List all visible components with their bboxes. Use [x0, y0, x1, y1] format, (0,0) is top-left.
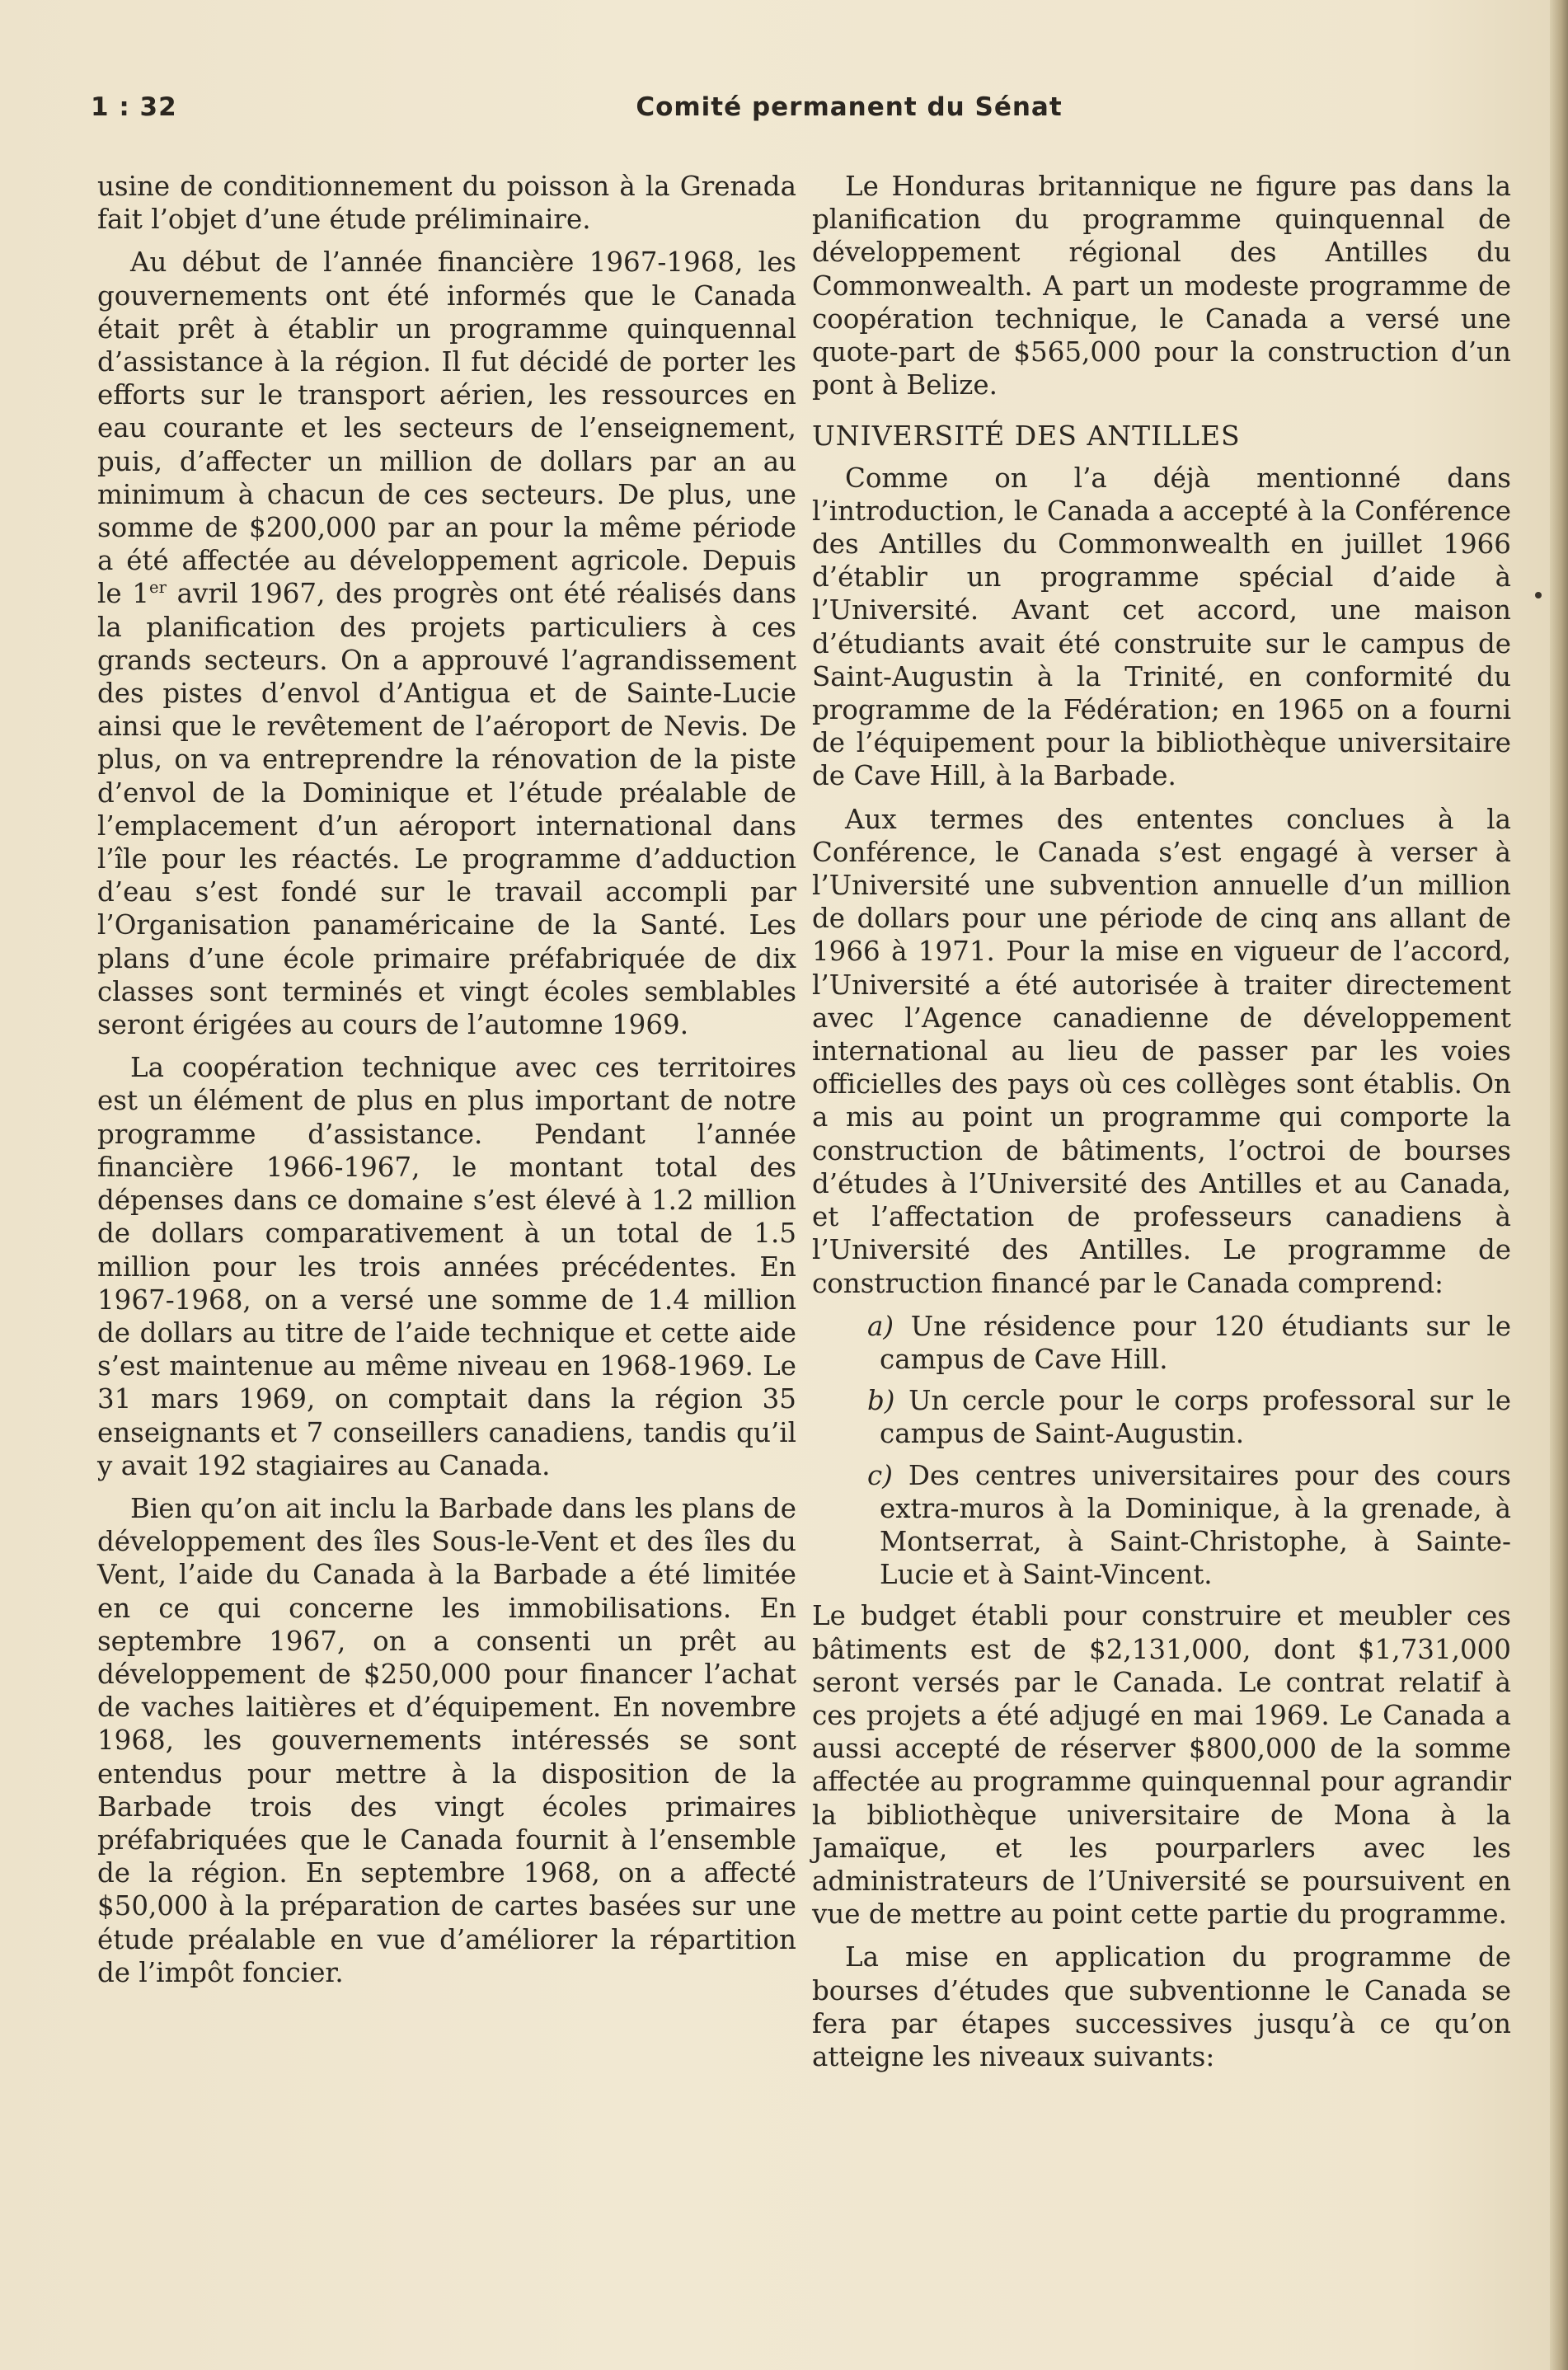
- list-item: [812, 1310, 1511, 1376]
- right-column: [812, 170, 1511, 2083]
- page-header: [91, 92, 1492, 134]
- paragraph: Bien qu’on ait inclu la Barbade dans les plans de développement des îles Sous-le-Vent et des îles du Vent, l’aide du Canada à la Barbade a été limitée en ce qui concerne les immobilisations. En septembre 1967, on a consenti un prêt au développement de $250,000 pour financer l’achat de vaches laitières et d’équipement. En novembre 1968, les gouvernements intéressés se sont entendus pour mettre à la disposition de la Barbade trois des vingt écoles primaires préfabriquées que le Canada fournit à l’ensemble de la région. En septembre 1968, on a affecté $50,000 à la préparation de cartes basées sur une étude préalable en vue d’améliorer la répartition de l’impôt foncier.: [97, 1492, 796, 1988]
- paragraph: La mise en application du programme de bourses d’études que subventionne le Canada se fera par étapes successives jusqu’à ce qu’on atteigne les niveaux suivants:: [812, 1941, 1511, 2072]
- list-letter: b): [867, 1385, 895, 1417]
- paragraph: [97, 246, 796, 1041]
- superscript: er: [149, 578, 167, 598]
- list-item: [812, 1459, 1511, 1592]
- paragraph: Comme on l’a déjà mentionné dans l’introduction, le Canada a accepté à la Conférence des Antilles du Commonwealth en juillet 1966 d’établir un programme spécial d’aide à l’Université. Avant cet accord, une maison d’étudiants avait été construite sur le campus de Saint-Augustin à la Trinité, en conformité du programme de la Fédération; en 1965 on a fourni de l’équipement pour la bibliothèque universitaire de Cave Hill, à la Barbade.: [812, 462, 1511, 792]
- paragraph: Le Honduras britannique ne figure pas dans la planification du programme quinquennal de développement régional des Antilles du Commonwealth. A part un modeste programme de coopération technique, le Canada a versé une quote-part de $565,000 pour la construction d’un pont à Belize.: [812, 171, 1511, 401]
- paragraph-text: avril 1967, des progrès ont été réalisés dans la planification des projets particuliers à ces grands secteurs. On a approuvé l’agrandissement des pistes d’envol d’Antigua et de Sainte-Lucie ainsi que le revêtement de l’aéroport de Nevis. De plus, on va entreprendre la rénovation de la piste d’envol de la Dominique et l’étude préalable de l’emplacement d’un aéroport international dans l’île pour les réactés. Le programme d’adduction d’eau s’est fondé sur le travail accompli par l’Organisation panaméricaine de la Santé. Les plans d’une école primaire préfabriquée de dix classes sont terminés et vingt écoles semblables seront érigées au cours de l’automne 1969.: [97, 578, 797, 1041]
- list-letter: c): [867, 1459, 893, 1491]
- paragraph: Le budget établi pour construire et meubler ces bâtiments est de $2,131,000, dont $1,731,000 seront versés par le Canada. Le contrat relatif à ces projets a été adjugé en mai 1969. Le Canada a aussi accepté de réserver $800,000 de la somme affectée au programme quinquennal pour agrandir la bibliothèque universitaire de Mona à la Jamaïque, et les pourparlers avec les administrateurs de l’Université se poursuivent en vue de mettre au point cette partie du programme.: [812, 1600, 1511, 1931]
- paragraph: Aux termes des ententes conclues à la Conférence, le Canada s’est engagé à verser à l’Université une subvention annuelle d’un million de dollars pour une période de cinq ans allant de 1966 à 1971. Pour la mise en vigueur de l’accord, l’Université a été autorisée à traiter directement avec l’Agence canadienne de développement international au lieu de passer par les voies officielles des pays où ces collèges sont établis. On a mis au point un programme qui comporte la construction de bâtiments, l’octroi de bourses d’études à l’Université des Antilles et au Canada, et l’affectation de professeurs canadiens à l’Université des Antilles. Le programme de construction financé par le Canada comprend:: [812, 803, 1511, 1299]
- section-heading: UNIVERSITÉ DES ANTILLES: [812, 420, 1241, 453]
- paragraph: La coopération technique avec ces territoires est un élément de plus en plus important de notre programme d’assistance. Pendant l’année financière 1966-1967, le montant total des dépenses dans ce domaine s’est élevé à 1.2 million de dollars comparativement à un total de 1.5 million pour les trois années précédentes. En 1967-1968, on a versé une somme de 1.4 million de dollars au titre de l’aide technique et cette aide s’est maintenue au même niveau en 1968-1969. Le 31 mars 1969, on comptait dans la région 35 enseignants et 7 conseillers canadiens, tandis qu’il y avait 192 stagiaires au Canada.: [97, 1052, 796, 1481]
- running-title: Comité permanent du Sénat: [636, 92, 1063, 122]
- margin-mark: [1535, 592, 1542, 598]
- left-column: [97, 170, 796, 1999]
- list-item-text: Des centres universitaires pour des cours extra-muros à la Dominique, à la grenade, à Montserrat, à Saint-Christophe, à Sainte-Lucie et à Saint-Vincent.: [880, 1459, 1511, 1591]
- list-item: [812, 1384, 1511, 1450]
- paragraph-text: Au début de l’année financière 1967-1968, les gouvernements ont été informés que le Canada était prêt à établir un programme quinquennal d’assistance à la région. Il fut décidé de porter les efforts sur le transport aérien, les ressources en eau courante et les secteurs de l’enseignement, puis, d’affecter un million de dollars par an au minimum à chacun de ces secteurs. De plus, une somme de $200,000 par an pour la même période a été affectée au développement agricole. Depuis le 1: [97, 246, 796, 610]
- list-item-text: Un cercle pour le corps professoral sur le campus de Saint-Augustin.: [880, 1385, 1511, 1450]
- page-edge: [1550, 0, 1568, 2370]
- list-item-text: Une résidence pour 120 étudiants sur le campus de Cave Hill.: [880, 1310, 1511, 1375]
- page-number: 1 : 32: [91, 92, 177, 122]
- list-letter: a): [867, 1310, 894, 1342]
- paragraph: usine de conditionnement du poisson à la Grenada fait l’objet d’une étude préliminaire.: [97, 171, 796, 236]
